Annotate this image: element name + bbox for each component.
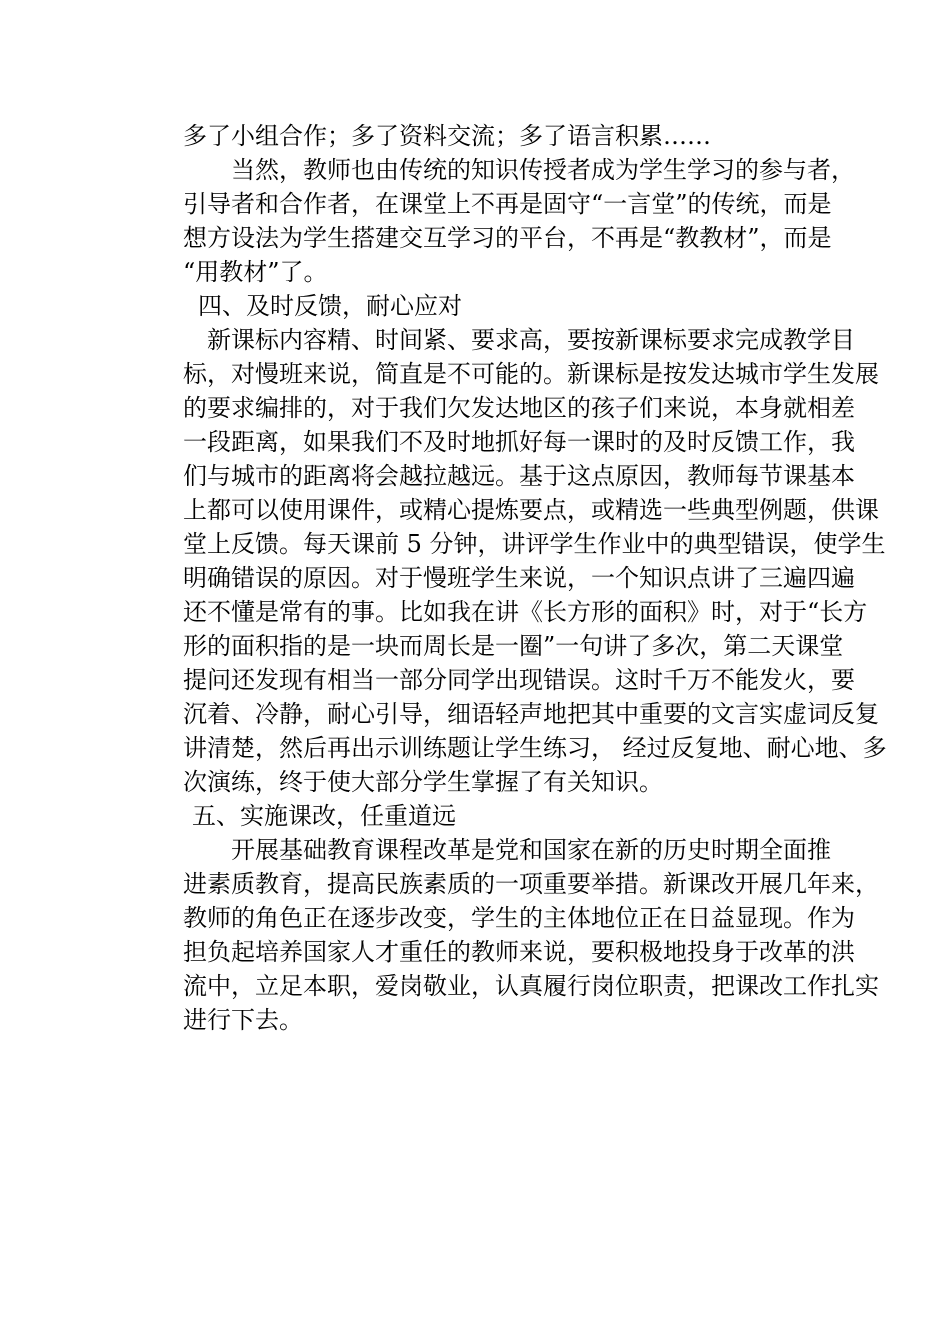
text-line: 沉着、冷静，耐心引导，细语轻声地把其中重要的文言实虚词反复 (183, 700, 879, 728)
text-line: 教师的角色正在逐步改变，学生的主体地位正在日益显现。作为 (183, 904, 855, 932)
text-line: 讲清楚，然后再出示训练题让学生练习， 经过反复地、耐心地、多 (183, 734, 887, 762)
text-line: 堂上反馈。每天课前 5 分钟，讲评学生作业中的典型错误，使学生 (183, 530, 886, 558)
text-line: 明确错误的原因。对于慢班学生来说，一个知识点讲了三遍四遍 (183, 564, 855, 592)
text-line: 次演练，终于使大部分学生掌握了有关知识。 (183, 768, 663, 796)
section-heading-5: 五、实施课改，任重道远 (192, 802, 456, 830)
text-line: 新课标内容精、时间紧、要求高，要按新课标要求完成教学目 (183, 326, 855, 354)
text-line: 上都可以使用课件，或精心提炼要点，或精选一些典型例题，供课 (183, 496, 879, 524)
text-line: 还不懂是常有的事。比如我在讲《长方形的面积》时，对于“长方 (183, 598, 868, 626)
section-heading-4: 四、及时反馈，耐心应对 (198, 292, 462, 320)
text-line: 们与城市的距离将会越拉越远。基于这点原因，教师每节课基本 (183, 462, 855, 490)
text-line: 进素质教育，提高民族素质的一项重要举措。新课改开展几年来， (183, 870, 879, 898)
text-line: 开展基础教育课程改革是党和国家在新的历史时期全面推 (183, 836, 831, 864)
text-line: 提问还发现有相当一部分同学出现错误。这时千万不能发火，要 (183, 666, 855, 694)
text-line: 引导者和合作者，在课堂上不再是固守“一言堂”的传统，而是 (183, 190, 832, 218)
text-line: 担负起培养国家人才重任的教师来说，要积极地投身于改革的洪 (183, 938, 855, 966)
text-line: 多了小组合作；多了资料交流；多了语言积累…… (183, 122, 711, 150)
text-line: 的要求编排的，对于我们欠发达地区的孩子们来说，本身就相差 (183, 394, 855, 422)
text-line: 一段距离，如果我们不及时地抓好每一课时的及时反馈工作，我 (183, 428, 855, 456)
text-line: 进行下去。 (183, 1006, 303, 1034)
text-line: “用教材”了。 (183, 258, 328, 286)
text-line: 当然，教师也由传统的知识传授者成为学生学习的参与者， (183, 156, 855, 184)
text-line: 想方设法为学生搭建交互学习的平台，不再是“教教材”，而是 (183, 224, 832, 252)
text-line: 形的面积指的是一块而周长是一圈”一句讲了多次，第二天课堂 (183, 632, 844, 660)
text-line: 流中，立足本职，爱岗敬业，认真履行岗位职责，把课改工作扎实 (183, 972, 879, 1000)
text-line: 标，对慢班来说，简直是不可能的。新课标是按发达城市学生发展 (183, 360, 879, 388)
